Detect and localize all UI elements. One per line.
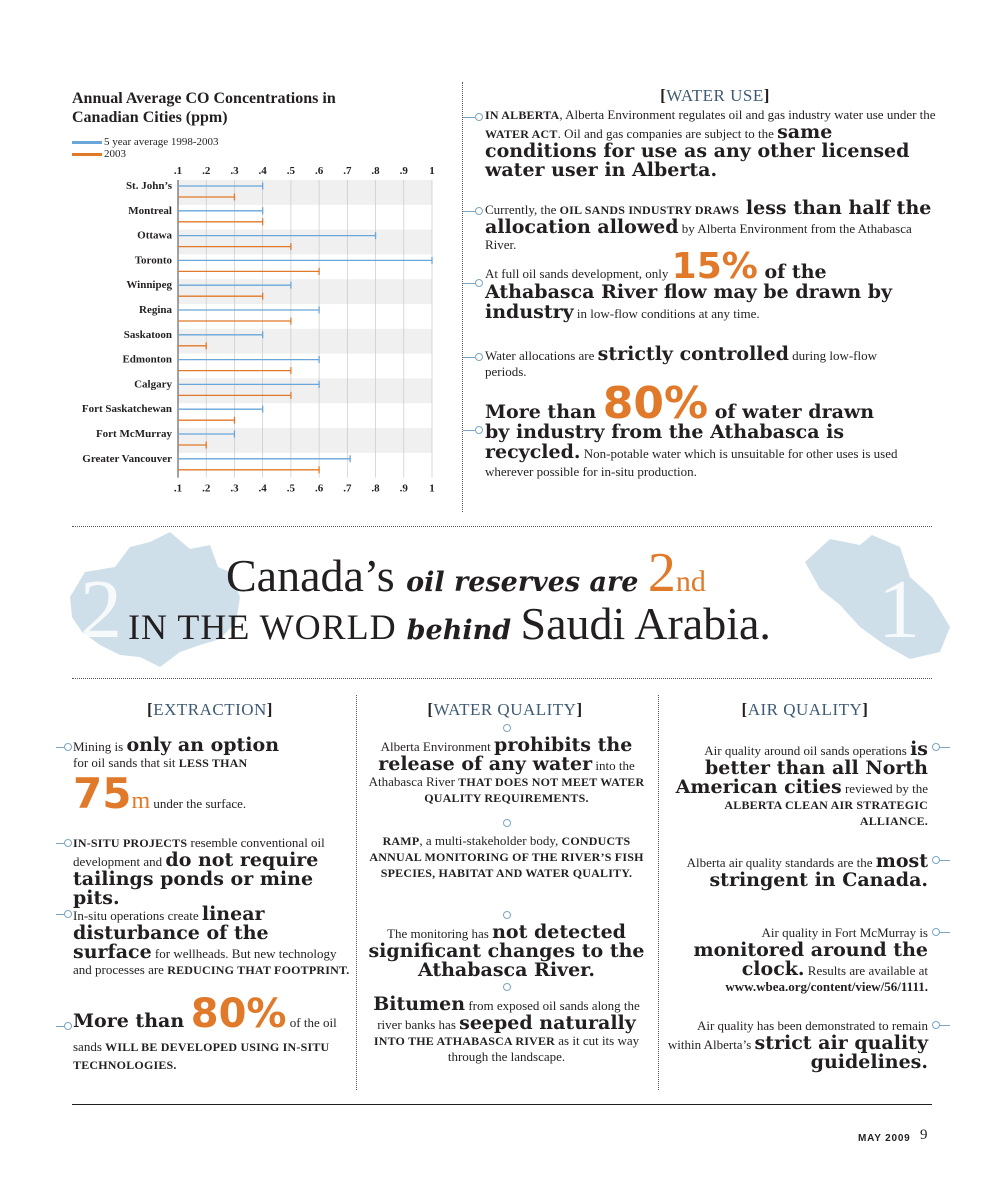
category-label: Greater Vancouver [82,452,172,465]
bullet-ring-icon [503,911,511,919]
tick-label-bottom: .3 [230,482,239,495]
tick-label-top: .6 [314,165,324,177]
bullet-ring-icon [932,856,940,864]
air-quality-paragraph-1: Air quality around oil sands operations is better than all North American cities reviewed by the ALBERTA CLEAN AIR STRATEGIC ALLIANCE. [675,738,928,828]
water-use-paragraph-2: Currently, the OIL SANDS INDUSTRY DRAWS less than half the allocation allowed by Alberta Environment from the Athabasca River. [485,197,932,252]
tick-label-bottom: .7 [343,482,352,495]
headline-line-1: Canada’s oil reserves are 2nd [226,542,706,604]
tick-label-top: .2 [202,165,211,177]
air-quality-paragraph-2: Alberta air quality standards are the most stringent in Canada. [686,850,928,891]
section-header-air-quality: [AIR QUALITY] [741,700,869,719]
tick-label-top: 1 [429,165,435,177]
row-band [178,378,432,403]
extraction-paragraph-3: In-situ operations create linear disturbance of the surface for wellheads. But new technology and processes are REDUCING THAT FOOTPRINT. [73,903,350,977]
legend-swatch-blue [72,141,102,144]
row-band [178,428,432,453]
column-divider [658,695,659,1090]
bullet-ring-icon [64,743,72,751]
water-use-paragraph-5: More than 80% of water drawn by industry from the Athabasca is recycled. Non-potable water which is unsuitable for other uses is used wherever possible for in-situ production. [485,378,898,479]
legend-swatch-orange [72,153,102,156]
tick-label-bottom: .1 [173,482,183,495]
water-use-paragraph-3: At full oil sands development, only 15% of the Athabasca River flow may be drawn by industry in low-flow conditions at any time. [485,246,893,323]
category-label: Fort Saskatchewan [81,403,172,416]
tick-label-top: .3 [230,165,239,177]
section-header-water-use: [WATER USE] [660,86,770,105]
bullet-ring-icon [64,1022,72,1030]
water-use-paragraph-4: Water allocations are strictly controlled during low-flow periods. [485,343,878,379]
bullet-ring-icon [475,113,483,121]
tick-label-top: .1 [173,165,183,177]
bullet-ring-icon [64,839,72,847]
category-label: Saskatoon [123,328,172,341]
co-bar-chart [60,160,450,505]
category-label: Winnipeg [126,279,172,292]
category-label: Regina [139,304,172,316]
bullet-ring-icon [503,819,511,827]
chart-title: Annual Average CO Concentrations in Canadian Cities (ppm) [72,90,336,126]
bullet-ring-icon [475,426,483,434]
tick-label-top: .9 [399,165,408,177]
extraction-paragraph-4: More than 80% of the oil sands WILL BE DEVELOPED USING IN-SITU TECHNOLOGIES. [73,991,337,1072]
row-band [178,329,432,354]
air-quality-paragraph-4: Air quality has been demonstrated to remain within Alberta’s strict air quality guidelines. [667,1018,928,1073]
category-label: Ottawa [137,229,172,242]
bullet-ring-icon [475,207,483,215]
category-label: Toronto [134,254,172,267]
extraction-paragraph-2: IN-SITU PROJECTS resemble conventional oil development and do not require tailings ponds or mine pits. [73,835,325,909]
legend-item-2003 [72,148,126,160]
category-label: Fort McMurray [95,428,172,440]
water-quality-paragraph-2: RAMP, a multi-stakeholder body, CONDUCTS ANNUAL MONITORING OF THE RIVER’S FISH SPECIES, HABITAT AND WATER QUALITY. [369,833,644,880]
tick-label-bottom: .5 [286,482,296,495]
column-divider [462,82,463,512]
section-header-water-quality: [WATER QUALITY] [427,700,583,719]
footer-issue-date: MAY 2009 [858,1133,911,1144]
category-label: Montreal [128,204,172,217]
section-header-extraction: [EXTRACTION] [147,700,273,719]
bullet-ring-icon [503,724,511,732]
water-use-paragraph-1: IN ALBERTA, Alberta Environment regulates oil and gas industry water use under the WATER ACT. Oil and gas companies are subject to the same conditions for use as any other licensed water user in Alberta. [485,107,936,181]
row-band [178,279,432,304]
water-quality-paragraph-1: Alberta Environment prohibits the release of any water into the Athabasca River THAT DOES NOT MEET WATER QUALITY REQUIREMENTS. [368,734,645,805]
bullet-ring-icon [475,353,483,361]
legend-item-average [72,136,219,148]
map-number-2: 2 [80,563,122,656]
tick-label-top: .5 [286,165,296,177]
category-label: Calgary [134,378,172,391]
bullet-ring-icon [475,279,483,287]
tick-label-bottom: .9 [399,482,408,495]
tick-label-bottom: .4 [258,482,267,495]
extraction-paragraph-1: Mining is only an option for oil sands that sit LESS THAN 75m under the surface. [73,734,280,818]
water-quality-paragraph-4: Bitumen from exposed oil sands along the river banks has seeped naturally INTO THE ATHABASCA RIVER as it cut its way through the landscape. [373,993,640,1064]
column-divider [356,695,357,1090]
bullet-ring-icon [64,910,72,918]
row-band [178,180,432,205]
category-label: Edmonton [122,353,172,366]
legend-label: 5 year average 1998-2003 [104,136,219,148]
footer-rule [72,1104,932,1105]
tick-label-bottom: .8 [371,482,380,495]
air-quality-paragraph-3: Air quality in Fort McMurray is monitored around the clock. Results are available at www.wbea.org/content/view/56/1111. [693,925,928,994]
tick-label-top: .8 [371,165,380,177]
tick-label-top: .7 [343,165,352,177]
bullet-ring-icon [503,983,511,991]
banner-bottom-rule [72,678,932,679]
map-number-1: 1 [878,563,920,656]
legend-label: 2003 [104,148,126,160]
tick-label-top: .4 [258,165,267,177]
bullet-ring-icon [932,928,940,936]
bullet-ring-icon [932,1021,940,1029]
category-label: St. John’s [125,180,172,192]
tick-label-bottom: 1 [429,482,435,495]
water-quality-paragraph-3: The monitoring has not detected significant changes to the Athabasca River. [368,921,645,981]
page-number: 9 [920,1127,928,1143]
tick-label-bottom: .6 [314,482,324,495]
bullet-ring-icon [932,743,940,751]
headline-line-2: IN THE WORLD behind Saudi Arabia. [128,598,771,649]
row-band [178,230,432,255]
tick-label-bottom: .2 [202,482,211,495]
